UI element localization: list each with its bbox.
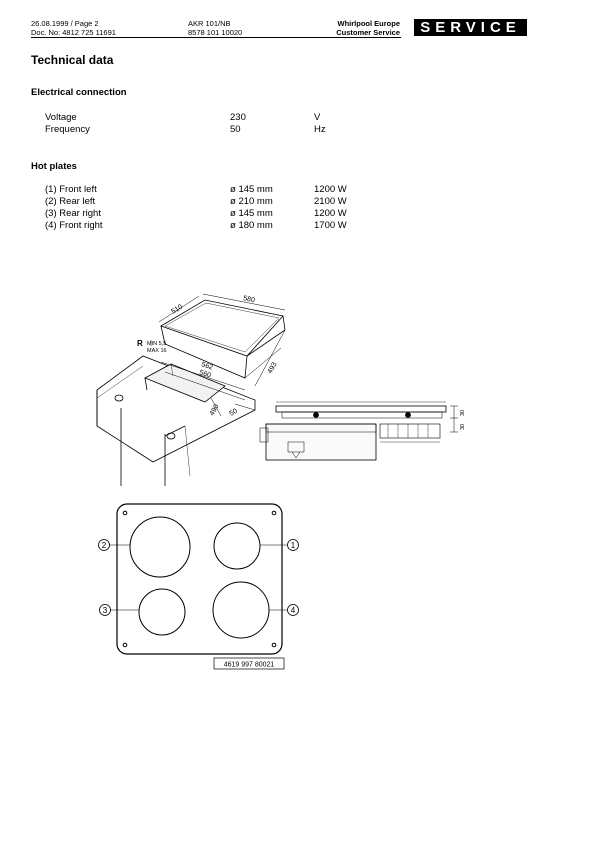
electrical-label: Voltage xyxy=(45,112,77,123)
hotplate-power: 1200 W xyxy=(314,208,347,219)
hotplate-zone-rear-left xyxy=(130,517,190,577)
electrical-value: 50 xyxy=(230,124,241,135)
dim-max: MAX 16 xyxy=(147,348,167,354)
electrical-heading: Electrical connection xyxy=(31,87,127,98)
hotplate-row xyxy=(0,196,595,208)
hotplate-diameter: ø 145 mm xyxy=(230,184,273,195)
service-badge: SERVICE xyxy=(414,19,527,36)
dim-min: MIN 5,5 xyxy=(147,341,167,347)
electrical-unit: V xyxy=(314,112,321,123)
header-middle xyxy=(188,19,242,37)
control-box xyxy=(266,424,376,460)
part-number: 4619 997 80021 xyxy=(223,661,275,669)
dim-cutout-2: 560 xyxy=(198,369,212,380)
dim-height-2: 30 xyxy=(460,423,466,430)
hotplate-row xyxy=(0,184,595,196)
dim-radius: R xyxy=(137,339,143,348)
header-company: Whirlpool Europe xyxy=(337,19,400,28)
hotplate-label: (3) Rear right xyxy=(45,208,101,219)
hotplate-layout-drawing xyxy=(95,500,310,672)
glass-panel xyxy=(117,504,282,654)
header-left xyxy=(31,19,116,37)
callout-2: 2 xyxy=(101,541,107,550)
worktop-cutout xyxy=(145,364,225,402)
hotplate-power: 1200 W xyxy=(314,184,347,195)
hotplate-label: (1) Front left xyxy=(45,184,97,195)
header-right xyxy=(320,19,400,37)
header-model-code: 8578 101 10020 xyxy=(188,28,243,37)
page-title: Technical data xyxy=(31,53,114,67)
callout-3: 3 xyxy=(102,606,108,615)
electrical-row-frequency xyxy=(0,124,595,136)
electrical-unit: Hz xyxy=(314,124,326,135)
dim-height-1: 30 xyxy=(460,409,466,416)
hotplate-diameter: ø 145 mm xyxy=(230,208,273,219)
dim-cutout-1: 562 xyxy=(200,361,214,372)
hotplates-heading: Hot plates xyxy=(31,161,77,172)
hotplate-power: 1700 W xyxy=(314,220,347,231)
dim-top-depth: 510 xyxy=(170,303,184,316)
hotplate-diameter: ø 210 mm xyxy=(230,196,273,207)
callout-1: 1 xyxy=(290,541,296,550)
hotplate-row xyxy=(0,220,595,232)
header-model: AKR 101/NB xyxy=(188,19,231,28)
terminal-block xyxy=(380,424,440,438)
hotplate-row xyxy=(0,208,595,220)
callout-4: 4 xyxy=(290,606,296,615)
hotplate-label: (2) Rear left xyxy=(45,196,96,207)
dim-front: 50 xyxy=(228,407,239,418)
dim-side: 493 xyxy=(266,361,279,375)
hotplate-zone-front-right xyxy=(213,582,269,638)
electrical-row-voltage xyxy=(0,112,595,124)
hotplate-diameter: ø 180 mm xyxy=(230,220,273,231)
hotplate-zone-rear-right xyxy=(214,523,260,569)
side-elevation-drawing xyxy=(258,398,478,468)
header-date-page: 26.08.1999 / Page 2 xyxy=(31,19,99,28)
header-doc-number: Doc. No: 4812 725 11691 xyxy=(31,28,116,37)
hotplate-label: (4) Front right xyxy=(45,220,103,231)
header-department: Customer Service xyxy=(336,28,400,37)
dim-cutout-depth: 490 xyxy=(208,403,221,417)
hotplate-power: 2100 W xyxy=(314,196,347,207)
electrical-value: 230 xyxy=(230,112,246,123)
header-divider xyxy=(31,37,401,38)
hotplate-zone-front-left xyxy=(139,589,185,635)
dim-top-width: 580 xyxy=(242,295,256,305)
electrical-label: Frequency xyxy=(45,124,90,135)
cooktop-section xyxy=(276,406,446,412)
